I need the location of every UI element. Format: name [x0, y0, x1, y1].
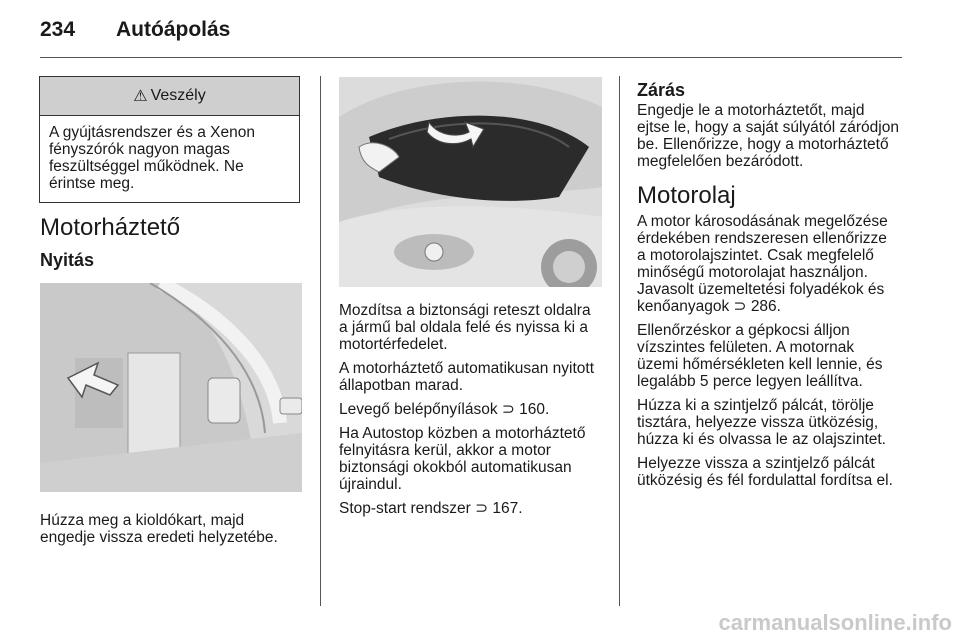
lever-caption: Húzza meg a kioldókart, majd engedje vissza eredeti helyzetébe. [40, 512, 278, 546]
watermark: carmanualsonline.info [718, 610, 952, 635]
paragraph-oil-conditions: Ellenőrzéskor a gépkocsi álljon vízszintes felületen. A motornak üzemi hőmérsékleten kell lennie, és legalább 5 perce legyen leállítva. [637, 322, 883, 390]
paragraph-dipstick-return: Helyezze vissza a szintjelző pálcát ütközésig és fél fordulattal fordítsa el. [637, 455, 893, 489]
paragraph-autostop: Ha Autostop közben a motorháztető felnyitásra kerül, akkor a motor biztonsági okokból automatikusan újraindul. [339, 425, 586, 493]
paragraph-open-latch: Mozdítsa a biztonsági reteszt oldalra a jármű bal oldala felé és nyissa ki a motortérfedelet. [339, 302, 591, 353]
danger-warning-box [39, 76, 300, 203]
column2-text [339, 302, 609, 524]
paragraph-closing: Engedje le a motorháztetőt, majd ejtse le, hogy a saját súlyától záródjon be. Ellenőrizze, hogy a motorháztető megfelelően bezáródott. [637, 102, 899, 170]
warning-text: A gyújtásrendszer és a Xenon fényszórók nagyon magas feszültséggel működnek. Ne érintse meg. [49, 124, 255, 192]
paragraph-auto-open: A motorháztető automatikusan nyitott állapotban marad. [339, 360, 595, 394]
paragraph-stop-start: Stop-start rendszer ⊃ 167. [339, 500, 523, 517]
page-number: 234 [40, 18, 76, 41]
section-heading-hood: Motorháztető [40, 214, 181, 241]
paragraph-oil-check: A motor károsodásának megelőzése érdekében rendszeresen ellenőrizze a motorolajszintet. Csak megfelelő minőségű motorolajat használjon. Javasolt üzemeltetési folyadékok és kenőanyagok ⊃ 286. [637, 213, 888, 315]
column-divider [320, 76, 321, 606]
subheading-opening: Nyitás [40, 250, 95, 270]
warning-triangle-icon: ⚠ [133, 88, 148, 105]
page-title: Autóápolás [116, 18, 231, 41]
subheading-closing: Zárás [637, 80, 686, 100]
open-hood-illustration [339, 77, 602, 287]
warning-header [40, 77, 299, 116]
warning-title: Veszély [150, 87, 206, 104]
section-heading-engine-oil: Motorolaj [637, 182, 736, 209]
paragraph-air-intake: Levegő belépőnyílások ⊃ 160. [339, 401, 550, 418]
column3-text [637, 80, 917, 496]
hood-release-lever-illustration [40, 283, 302, 492]
paragraph-dipstick-read: Húzza ki a szintjelző pálcát, törölje tisztára, helyezze vissza ütközésig, húzza ki és olvassa le az olajszintet. [637, 397, 886, 448]
header-divider [40, 57, 902, 58]
column-divider [619, 76, 620, 606]
